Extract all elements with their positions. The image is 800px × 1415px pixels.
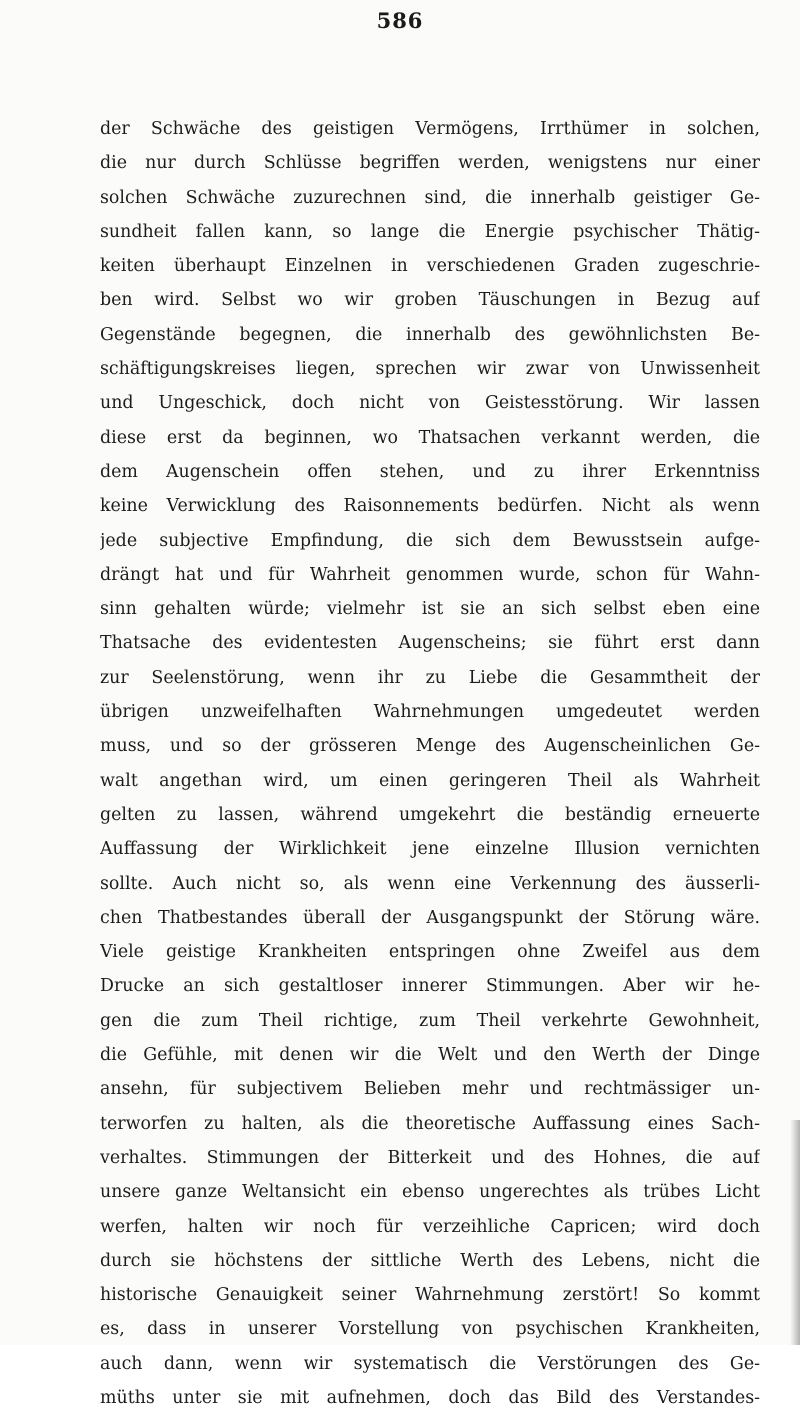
text-line: schäftigungskreises liegen, sprechen wir zwar von Unwissenheit [100,359,760,380]
text-line: übrigen unzweifelhaften Wahrnehmungen umgedeutet werden [100,702,760,723]
text-line: keine Verwicklung des Raisonnements bedürfen. Nicht als wenn [100,496,760,517]
text-line: drängt hat und für Wahrheit genommen wurde, schon für Wahn- [100,564,760,585]
page-number: 586 [376,8,424,33]
text-line: Thatsache des evidentesten Augenscheins; sie führt erst dann [100,633,760,654]
text-line: jede subjective Empfindung, die sich dem Bewusstsein aufge- [100,530,760,551]
text-line: müths unter sie mit aufnehmen, doch das Bild des Verstandes- [100,1387,760,1408]
text-line: gen die zum Theil richtige, zum Theil verkehrte Gewohnheit, [100,1010,760,1031]
text-line: chen Thatbestandes überall der Ausgangspunkt der Störung wäre. [100,907,760,928]
text-line: unsere ganze Weltansicht ein ebenso ungerechtes als trübes Licht [100,1182,760,1203]
text-line: dem Augenschein offen stehen, und zu ihrer Erkenntniss [100,461,760,482]
text-line: keiten überhaupt Einzelnen in verschiedenen Graden zugeschrie- [100,256,760,277]
text-line: der Schwäche des geistigen Vermögens, Irrthümer in solchen, [100,119,760,139]
text-line: die nur durch Schlüsse begriffen werden, wenigstens nur einer [100,153,760,174]
text-line: durch sie höchstens der sittliche Werth des Lebens, nicht die [100,1250,760,1271]
text-line: muss, und so der grösseren Menge des Augenscheinlichen Ge- [100,736,760,757]
text-line: gelten zu lassen, während umgekehrt die beständig erneuerte [100,804,760,825]
scan-edge-shadow [790,1120,800,1345]
text-line: verhaltes. Stimmungen der Bitterkeit und des Hohnes, die auf [100,1147,760,1168]
text-line: werfen, halten wir noch für verzeihliche Capricen; wird doch [100,1216,760,1237]
body-text [100,112,760,1415]
text-line: ansehn, für subjectivem Belieben mehr und rechtmässiger un- [100,1079,760,1100]
text-line: solchen Schwäche zuzurechnen sind, die innerhalb geistiger Ge- [100,187,760,208]
text-line: walt angethan wird, um einen geringeren Theil als Wahrheit [100,770,760,791]
text-line: terworfen zu halten, als die theoretische Auffassung eines Sach- [100,1113,760,1134]
text-line: und Ungeschick, doch nicht von Geistesstörung. Wir lassen [100,393,760,414]
text-line: historische Genauigkeit seiner Wahrnehmung zerstört! So kommt [100,1285,760,1306]
text-line: ben wird. Selbst wo wir groben Täuschungen in Bezug auf [100,290,760,311]
text-line: sundheit fallen kann, so lange die Energie psychischer Thätig- [100,221,760,242]
text-line: zur Seelenstörung, wenn ihr zu Liebe die Gesammtheit der [100,667,760,688]
text-line: Auffassung der Wirklichkeit jene einzelne Illusion vernichten [100,839,760,860]
text-line: sollte. Auch nicht so, als wenn eine Verkennung des äusserli- [100,873,760,894]
text-line: Viele geistige Krankheiten entspringen ohne Zweifel aus dem [100,942,760,963]
text-line: Gegenstände begegnen, die innerhalb des gewöhnlichsten Be- [100,324,760,345]
text-line: sinn gehalten würde; vielmehr ist sie an sich selbst eben eine [100,599,760,620]
text-line: Drucke an sich gestaltloser innerer Stimmungen. Aber wir he- [100,976,760,997]
text-line: diese erst da beginnen, wo Thatsachen verkannt werden, die [100,427,760,448]
text-line: auch dann, wenn wir systematisch die Verstörungen des Ge- [100,1353,760,1374]
text-line: es, dass in unserer Vorstellung von psychischen Krankheiten, [100,1319,760,1340]
text-line: die Gefühle, mit denen wir die Welt und den Werth der Dinge [100,1045,760,1066]
